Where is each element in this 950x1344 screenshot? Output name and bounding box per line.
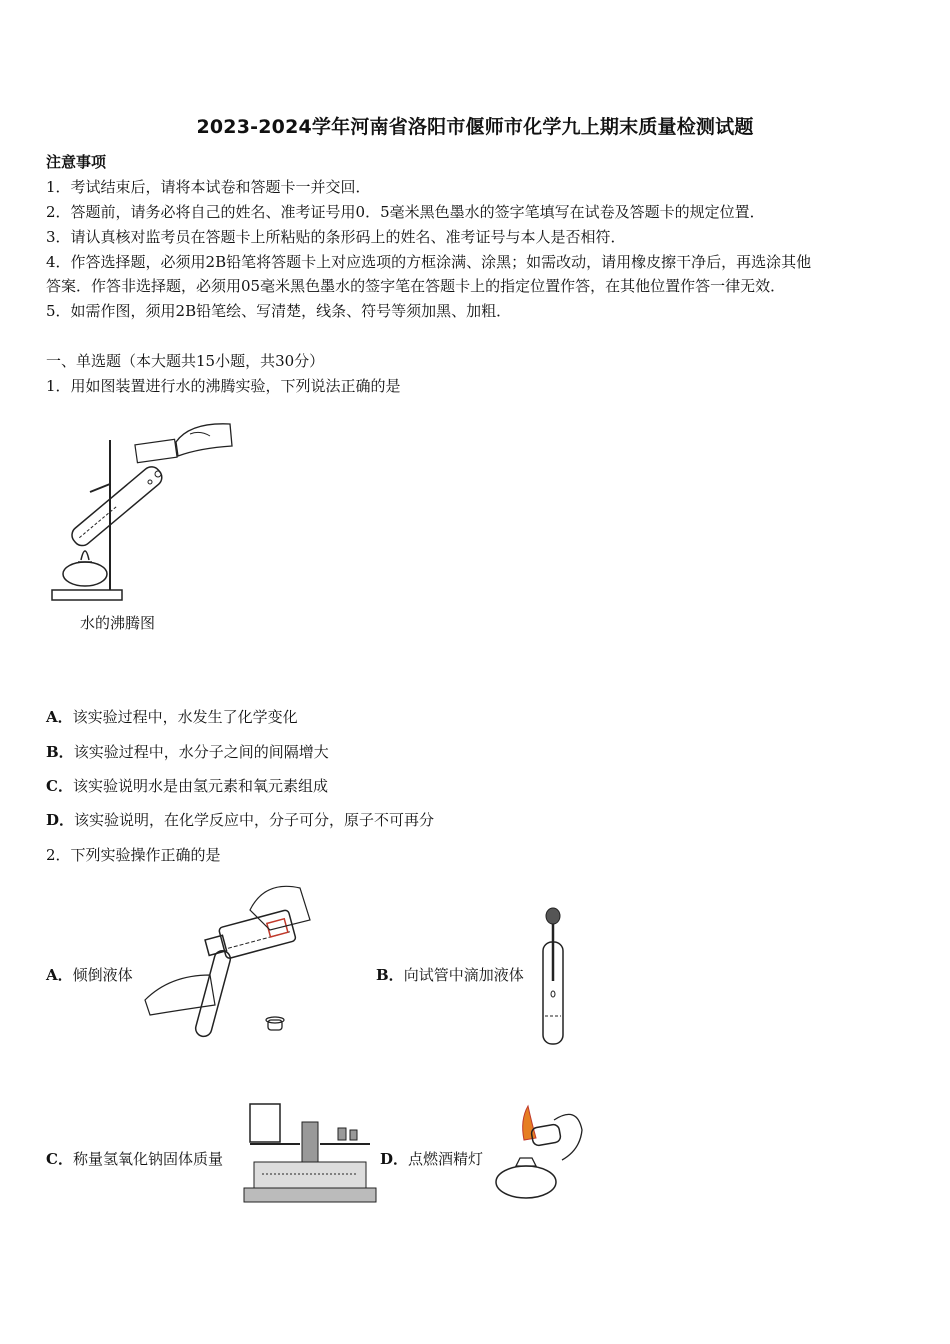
section-heading: 一、单选题（本大题共15小题，共30分） [46,352,325,370]
option-d [46,810,434,830]
dropper-figure [535,906,570,1048]
option-text: 该实验过程中，水分子之间的间隔增大 [73,743,329,761]
notice-heading: 注意事项 [46,153,107,171]
q2-option-c [46,1149,223,1169]
question-2-stem: 2．下列实验操作正确的是 [46,846,221,864]
figure-caption: 水的沸腾图 [80,614,156,632]
notice-item: 答案．作答非选择题，必须用05毫米黑色墨水的签字笔在答题卡上的指定位置作答，在其他位置作答一律无效． [46,277,786,295]
option-text: 该实验说明水是由氢元素和氧元素组成 [72,777,328,795]
option-text: 倾倒液体 [72,966,133,984]
notice-item: 5．如需作图，须用2B铅笔绘、写清楚，线条、符号等须加黑、加粗． [46,302,512,320]
option-text: 称量氢氧化钠固体质量 [72,1150,223,1168]
option-letter: C． [46,1150,73,1168]
option-text: 向试管中滴加液体 [403,966,524,984]
balance-figure [242,1100,378,1206]
option-letter: D． [380,1150,409,1168]
option-c [46,776,328,796]
option-text: 该实验说明，在化学反应中，分子可分，原子不可再分 [74,811,435,829]
option-letter: C． [46,777,73,795]
notice-item: 2．答题前，请务必将自己的姓名、准考证号用0．5毫米黑色墨水的签字笔填写在试卷及答题卡的规定位置． [46,203,765,221]
notice-item: 1．考试结束后，请将本试卷和答题卡一并交回． [46,178,371,196]
option-letter: B． [376,966,404,984]
page-title: 2023-2024学年河南省洛阳市偃师市化学九上期末质量检测试题 [196,116,754,138]
question-1-stem: 1．用如图装置进行水的沸腾实验，下列说法正确的是 [46,377,401,395]
notice-item: 4．作答选择题，必须用2B铅笔将答题卡上对应选项的方框涂满、涂黑；如需改动，请用橡皮擦干净后，再选涂其他 [46,253,812,271]
q2-option-d [380,1149,483,1169]
boiling-water-figure [50,412,240,607]
pouring-liquid-figure [140,880,320,1045]
option-letter: B． [46,743,74,761]
q2-option-b [376,965,524,985]
alcohol-lamp-figure [492,1100,586,1204]
option-letter: A． [46,708,73,726]
option-text: 该实验过程中，水发生了化学变化 [72,708,298,726]
notice-item: 3．请认真核对监考员在答题卡上所粘贴的条形码上的姓名、准考证号与本人是否相符． [46,228,626,246]
option-a [46,707,298,727]
option-letter: A． [46,966,73,984]
option-letter: D． [46,811,75,829]
q2-option-a [46,965,133,985]
option-b [46,742,329,762]
option-text: 点燃酒精灯 [408,1150,484,1168]
